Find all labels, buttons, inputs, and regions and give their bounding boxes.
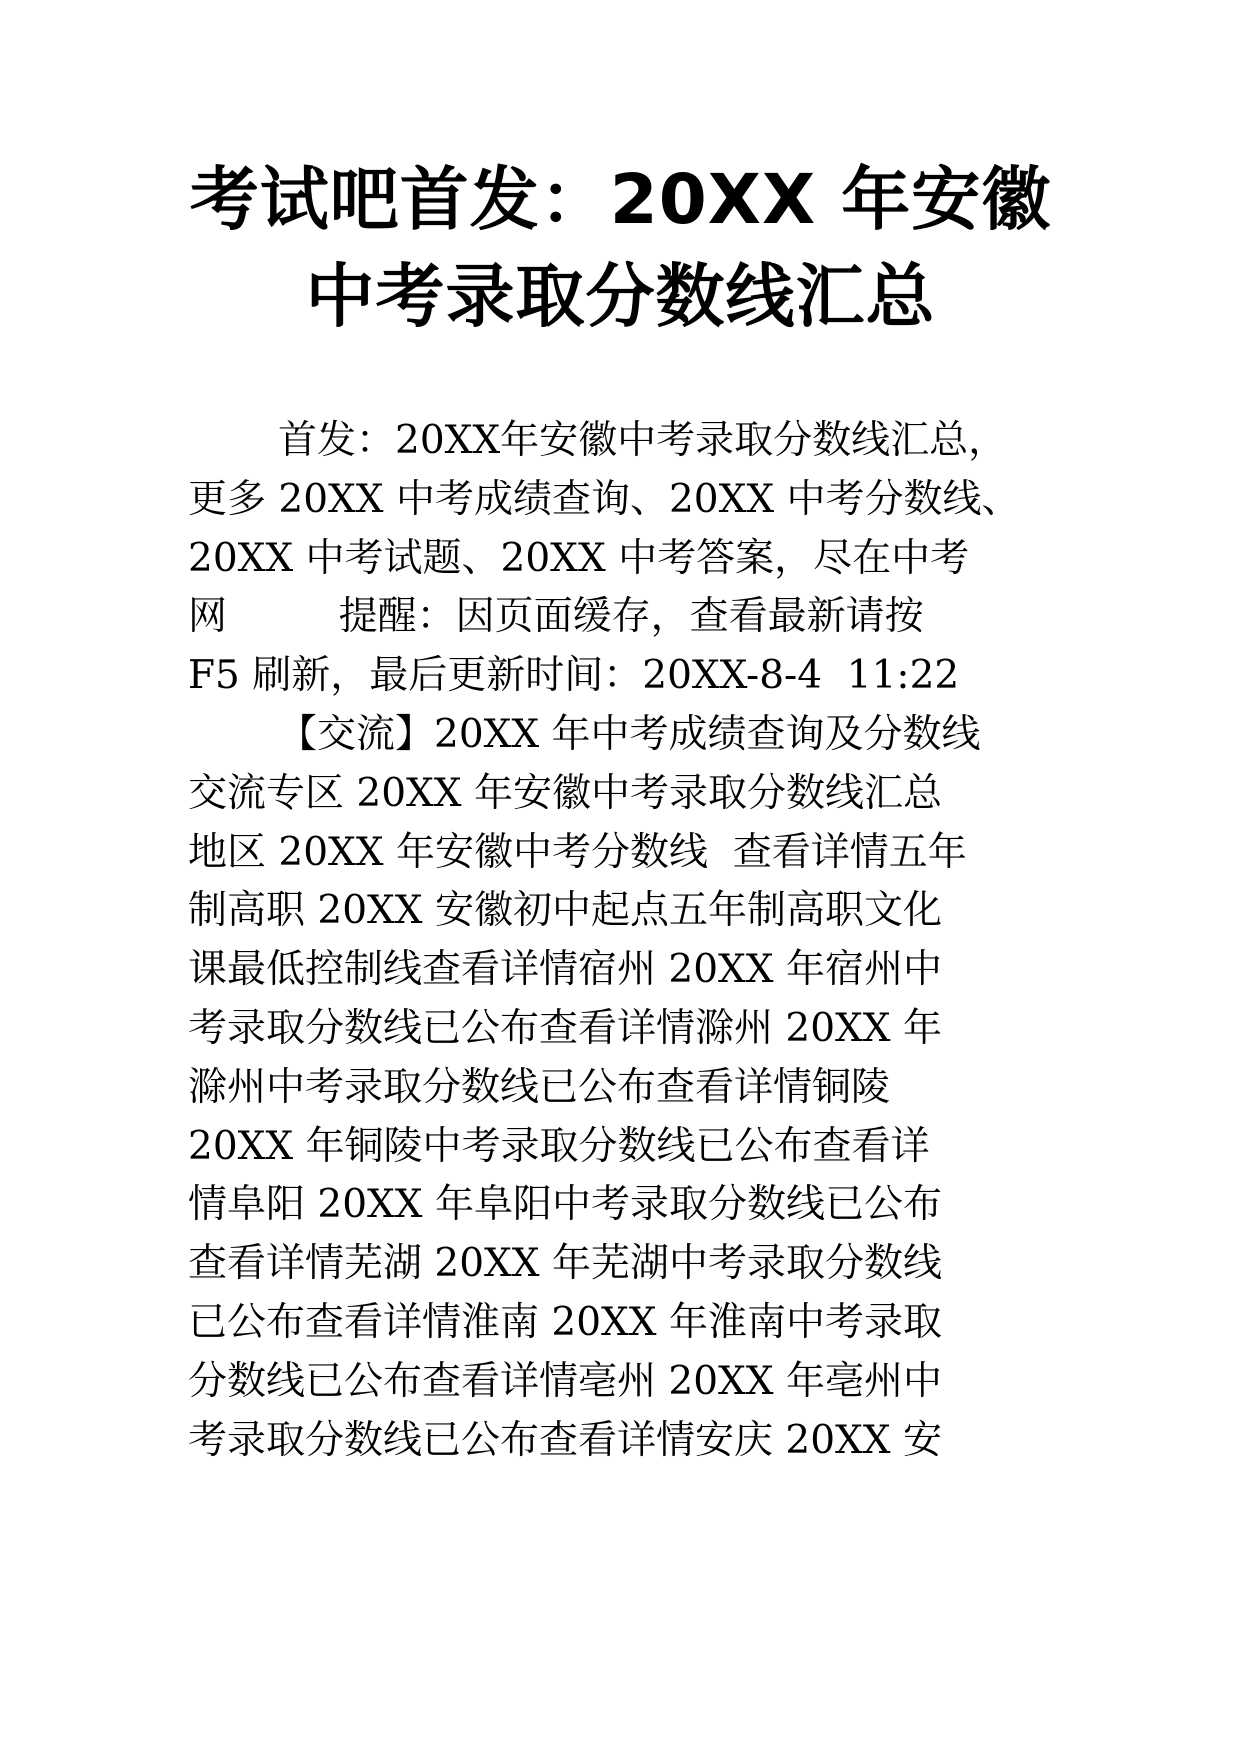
title-line: 中考录取分数线汇总 bbox=[305, 257, 936, 337]
text-line: 课最低控制线查看详情宿州 20XX 年宿州中 bbox=[188, 947, 942, 993]
text-line: 20XX 年铜陵中考录取分数线已公布查看详 bbox=[188, 1123, 930, 1169]
text-line: 已公布查看详情淮南 20XX 年淮南中考录取 bbox=[188, 1299, 942, 1345]
text-line: 20XX 中考试题、20XX 中考答案，尽在中考 bbox=[188, 535, 970, 581]
title-line: 考试吧首发：20XX 年安徽 bbox=[189, 160, 1052, 240]
text-line: 查看详情芜湖 20XX 年芜湖中考录取分数线 bbox=[188, 1241, 942, 1287]
text-line: 滁州中考录取分数线已公布查看详情铜陵 bbox=[188, 1064, 891, 1110]
text-line: 网 提醒：因页面缓存，查看最新请按 bbox=[188, 594, 924, 640]
text-line: 考录取分数线已公布查看详情滁州 20XX 年 bbox=[188, 1005, 942, 1051]
text-line: 更多 20XX 中考成绩查询、20XX 中考分数线、 bbox=[188, 476, 1021, 522]
text-line: 首发：20XX年安徽中考录取分数线汇总， bbox=[278, 418, 1008, 463]
text-line: 分数线已公布查看详情亳州 20XX 年亳州中 bbox=[188, 1358, 942, 1404]
text-line: 制高职 20XX 安徽初中起点五年制高职文化 bbox=[188, 888, 942, 934]
paragraph-regions bbox=[188, 706, 1088, 1470]
text-line: F5 刷新，最后更新时间：20XX-8-4 11:22 bbox=[188, 653, 960, 699]
document-body bbox=[188, 412, 1088, 1470]
paragraph-intro bbox=[188, 412, 1088, 706]
text-line: 【交流】20XX 年中考成绩查询及分数线 bbox=[278, 711, 981, 757]
text-line: 地区 20XX 年安徽中考分数线 查看详情五年 bbox=[188, 829, 967, 875]
text-line: 情阜阳 20XX 年阜阳中考录取分数线已公布 bbox=[188, 1182, 942, 1228]
text-line: 考录取分数线已公布查看详情安庆 20XX 安 bbox=[188, 1417, 942, 1463]
document-title bbox=[150, 152, 1091, 346]
text-line: 交流专区 20XX 年安徽中考录取分数线汇总 bbox=[188, 770, 942, 816]
